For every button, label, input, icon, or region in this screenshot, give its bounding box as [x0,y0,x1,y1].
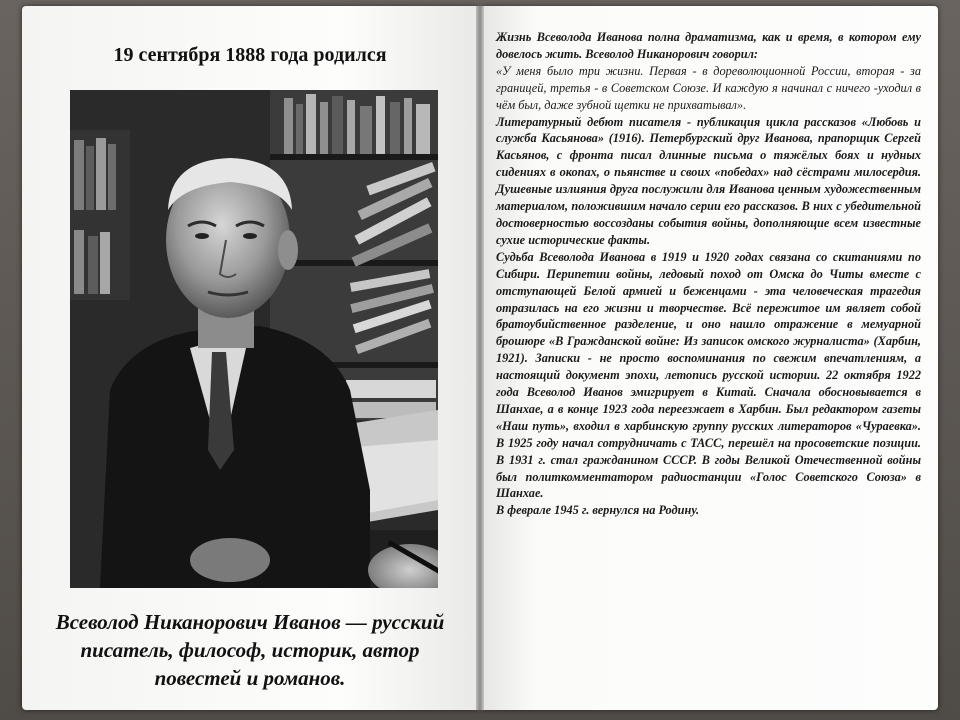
quote-paragraph: «У меня было три жизни. Первая - в дореволюционной России, вторая - за границей, третья - в Советском Союзе. И каждую я начинал с ничего -уходил в чём был, даже зубной щетки не прихватывал». [496,63,921,112]
photo-caption: Всеволод Никанорович Иванов — русский писатель, философ, историк, автор повестей и романов. [55,610,445,690]
intro-paragraph: Жизнь Всеволода Иванова полна драматизма, как и время, в котором ему довелось жить. Всеволод Никанорович говорил: [496,30,921,61]
fate-paragraph: Судьба Всеволода Иванова в 1919 и 1920 годах связана со скитаниями по Сибири. Перипетии войны, ледовый поход от Омска до Читы вместе с отступающей Белой армией и беженцами - эта человеческая трагедия отразилась на его жизни и творчестве. Всё пережитое им являет собой братоубийственное разделение, и оно нашло отражение в мемуарной брошюре «В Гражданской войне: Из записок омского журналиста» (Харбин, 1921). Записки - не просто воспоминания по свежим впечатлениям, а настоящий документ эпохи, летопись русской истории. 22 октября 1922 года Всеволод Иванов эмигрирует в Китай. Сначала обосновывается в Шанхае, а в конце 1923 года переезжает в Харбин. Был редактором газеты «Наш путь», входил в харбинскую группу русских литераторов «Чураевка». В 1925 году начал сотрудничать с ТАСС, перешёл на просоветские позиции. В 1931 г. стал гражданином СССР. В годы Великой Отечественной войны был политкомментатором радиостанции «Голос Советского Союза» в Шанхае. [496,249,921,501]
debut-paragraph: Литературный дебют писателя - публикация цикла рассказов «Любовь и служба Касьянова» (1916). Петербургский друг Иванова, прапорщик Сергей Касьянов, с фронта писал длинные письма о тяжёлых боях и нудных сидениях в окопах, о пьянстве и своих «победах» над сёстрами милосердия. Душевные излияния друга послужили для Иванова ценным художественным материалом, положившим начало серии его рассказов. В них с убедительной достоверностью воссозданы события войны, дополняющие всем известные сухие исторические факты. [496,114,921,247]
portrait-photo [70,90,438,588]
return-paragraph: В феврале 1945 г. вернулся на Родину. [496,503,700,518]
biography-text [496,29,921,519]
date-title: 19 сентября 1888 года родился [113,44,387,66]
book-spine [476,6,484,710]
portrait-photo-icon [70,90,438,588]
